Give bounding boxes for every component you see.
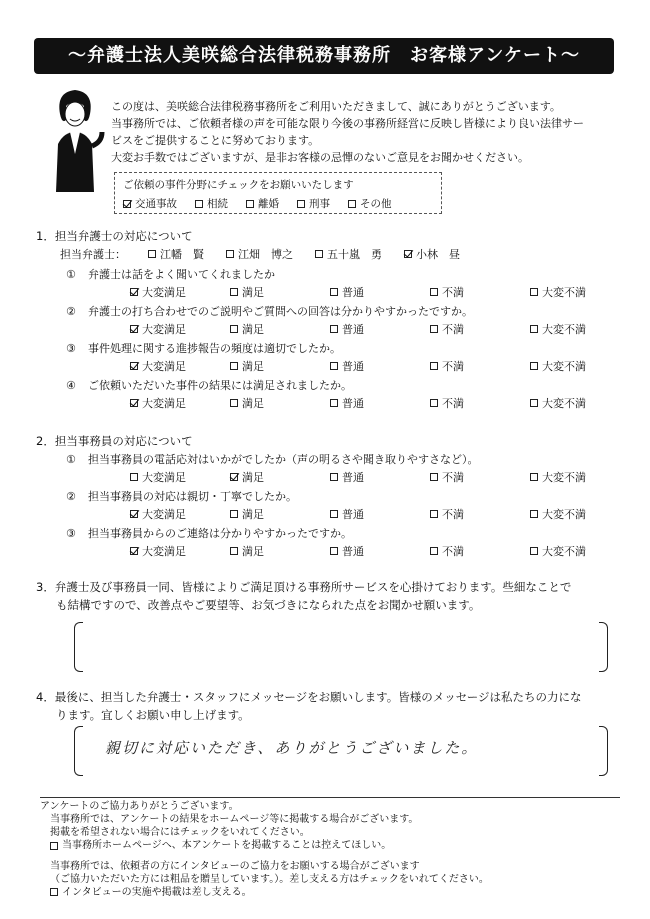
checkbox-icon[interactable] <box>430 288 438 296</box>
checkbox-icon[interactable] <box>230 510 238 518</box>
rating-option[interactable]: 不満 <box>430 395 530 411</box>
checkbox-icon[interactable] <box>130 510 138 518</box>
rating-option[interactable]: 普通 <box>330 321 430 337</box>
case-type-heading: ご依頼の事件分野にチェックをお願いいたします <box>123 179 354 191</box>
lawyer-label: 担当弁護士： <box>60 248 126 261</box>
checkbox-icon[interactable] <box>230 399 238 407</box>
checkbox-icon[interactable] <box>330 547 338 555</box>
question: ③ 担当事務員からのご連絡は分かりやすかったですか。 <box>66 527 352 540</box>
checkbox-icon[interactable] <box>230 325 238 333</box>
lawyer-selector <box>60 246 460 262</box>
rating-row <box>130 358 630 374</box>
rating-option[interactable]: 不満 <box>430 543 530 559</box>
checkbox-icon[interactable] <box>430 473 438 481</box>
rating-option[interactable]: 大変不満 <box>530 469 630 485</box>
rating-option[interactable]: 大変満足 <box>130 321 230 337</box>
checkbox-icon[interactable] <box>226 250 234 258</box>
optout-interview-checkbox[interactable]: インタビューの実施や掲載は差し支える。 <box>50 886 252 899</box>
rating-option[interactable]: 普通 <box>330 469 430 485</box>
footer-notice: （ご協力いただいた方には粗品を贈呈しています。）。差し支える方はチェックをいれてください。 <box>50 873 489 885</box>
rating-option[interactable]: 大変満足 <box>130 358 230 374</box>
rating-row <box>130 506 630 522</box>
section4-line: 4．最後に、担当した弁護士・スタッフにメッセージをお願いします。皆様のメッセージは私たちの力にな <box>36 690 582 704</box>
checkbox-icon[interactable] <box>530 547 538 555</box>
checkbox-icon[interactable] <box>330 362 338 370</box>
checkbox-icon[interactable] <box>130 362 138 370</box>
checkbox-icon[interactable] <box>330 510 338 518</box>
rating-row <box>130 469 630 485</box>
question: ① 担当事務員の電話応対はいかがでしたか（声の明るさや聞き取りやすさなど）。 <box>66 453 479 466</box>
rating-option[interactable]: 大変不満 <box>530 321 630 337</box>
section3-prompt <box>36 578 626 614</box>
optout-web-checkbox[interactable]: 当事務所ホームページへ、本アンケートを掲載することは控えてほしい。 <box>50 839 391 852</box>
lawyer-option[interactable]: 江畑 博之 <box>226 246 293 262</box>
checkbox-icon[interactable] <box>430 547 438 555</box>
checkbox-icon[interactable] <box>430 399 438 407</box>
checkbox-icon[interactable] <box>530 510 538 518</box>
footer-notes <box>40 797 620 900</box>
rating-option[interactable]: 満足 <box>230 543 330 559</box>
checkbox-icon[interactable] <box>230 547 238 555</box>
checkbox-icon[interactable] <box>148 250 156 258</box>
rating-option[interactable]: 不満 <box>430 321 530 337</box>
rating-option[interactable]: 不満 <box>430 284 530 300</box>
case-option-other[interactable]: その他 <box>348 196 392 211</box>
section4-answer-text: 親切に対応いただき、ありがとうございました。 <box>105 739 479 757</box>
checkbox-icon[interactable] <box>130 473 138 481</box>
checkbox-icon[interactable] <box>50 842 58 850</box>
question: ① 弁護士は話をよく聞いてくれましたか <box>66 268 275 281</box>
checkbox-icon[interactable] <box>330 399 338 407</box>
intro-line: ビスをご提供することに努めております。 <box>111 134 320 147</box>
footer-notice: 当事務所では、依頼者の方にインタビューのご協力をお願いする場合がございます <box>50 860 420 872</box>
checkbox-icon[interactable] <box>315 250 323 258</box>
rating-option[interactable]: 大変不満 <box>530 395 630 411</box>
checkbox-icon[interactable] <box>50 888 58 896</box>
rating-option[interactable]: 大変満足 <box>130 506 230 522</box>
rating-option[interactable]: 大変不満 <box>530 506 630 522</box>
lawyer-option[interactable]: 小林 昼 <box>404 246 460 262</box>
checkbox-icon[interactable] <box>530 325 538 333</box>
rating-option[interactable]: 普通 <box>330 284 430 300</box>
checkbox-icon[interactable] <box>404 250 412 258</box>
checkbox-icon[interactable] <box>430 510 438 518</box>
rating-option[interactable]: 大変満足 <box>130 395 230 411</box>
question: ③ 事件処理に関する進捗報告の頻度は適切でしたか。 <box>66 342 341 355</box>
rating-row <box>130 284 630 300</box>
case-type-box <box>114 172 442 214</box>
section3-line: も結構ですので、改善点やご要望等、お気づきになられた点をお聞かせ願います。 <box>56 598 481 612</box>
rating-option[interactable]: 普通 <box>330 358 430 374</box>
checkbox-icon[interactable] <box>230 473 238 481</box>
staff-portrait-illustration <box>44 84 106 194</box>
rating-option[interactable]: 不満 <box>430 469 530 485</box>
checkbox-icon[interactable] <box>130 547 138 555</box>
checkbox-icon[interactable] <box>530 399 538 407</box>
question: ② 弁護士の打ち合わせでのご説明やご質問への回答は分かりやすかったですか。 <box>66 305 473 318</box>
checkbox-icon[interactable] <box>230 288 238 296</box>
rating-option[interactable]: 大変満足 <box>130 284 230 300</box>
rating-option[interactable]: 満足 <box>230 358 330 374</box>
section4-line: ります。宜しくお願い申し上げます。 <box>56 708 250 722</box>
case-option-criminal[interactable]: 刑事 <box>297 196 330 211</box>
case-option-inheritance[interactable]: 相続 <box>195 196 228 211</box>
rating-row <box>130 395 630 411</box>
rating-option[interactable]: 満足 <box>230 321 330 337</box>
question: ④ ご依頼いただいた事件の結果には満足されましたか。 <box>66 379 352 392</box>
lawyer-option[interactable]: 五十嵐 勇 <box>315 246 382 262</box>
footer-notice: 掲載を希望されない場合にはチェックをいれてください。 <box>50 827 310 838</box>
checkbox-icon[interactable] <box>297 200 305 208</box>
checkbox-icon[interactable] <box>530 362 538 370</box>
case-option-traffic[interactable]: 交通事故 <box>123 196 177 211</box>
section2-title: 2．担当事務員の対応について <box>36 434 193 448</box>
survey-title: ～弁護士法人美咲総合法律税務事務所 お客様アンケート～ <box>34 38 614 74</box>
section4-prompt <box>36 688 626 724</box>
rating-option[interactable]: 大変満足 <box>130 469 230 485</box>
intro-line: 当事務所では、ご依頼者様の声を可能な限り今後の事務所経営に反映し皆様により良い法律サー <box>111 117 584 130</box>
checkbox-icon[interactable] <box>130 399 138 407</box>
case-option-divorce[interactable]: 離婚 <box>246 196 279 211</box>
rating-row <box>130 321 630 337</box>
checkbox-icon[interactable] <box>123 200 131 208</box>
checkbox-icon[interactable] <box>130 325 138 333</box>
checkbox-icon[interactable] <box>130 288 138 296</box>
rating-option[interactable]: 大変満足 <box>130 543 230 559</box>
rating-option[interactable]: 大変不満 <box>530 358 630 374</box>
rating-option[interactable]: 満足 <box>230 284 330 300</box>
rating-option[interactable]: 満足 <box>230 395 330 411</box>
checkbox-icon[interactable] <box>330 473 338 481</box>
checkbox-icon[interactable] <box>430 362 438 370</box>
intro-line: 大変お手数ではございますが、是非お客様の忌憚のないご意見をお聞かせください。 <box>111 151 529 164</box>
checkbox-icon[interactable] <box>246 200 254 208</box>
rating-option[interactable]: 普通 <box>330 543 430 559</box>
rating-option[interactable]: 普通 <box>330 395 430 411</box>
section3-answer-field[interactable] <box>74 622 608 670</box>
rating-row <box>130 543 630 559</box>
rating-option[interactable]: 満足 <box>230 506 330 522</box>
rating-option[interactable]: 不満 <box>430 506 530 522</box>
checkbox-icon[interactable] <box>530 288 538 296</box>
footer-thanks: アンケートのご協力ありがとうございます。 <box>40 801 239 812</box>
question: ② 担当事務員の対応は親切・丁寧でしたか。 <box>66 490 297 503</box>
rating-option[interactable]: 満足 <box>230 469 330 485</box>
checkbox-icon[interactable] <box>330 288 338 296</box>
intro-text <box>111 98 616 166</box>
rating-option[interactable]: 不満 <box>430 358 530 374</box>
checkbox-icon[interactable] <box>230 362 238 370</box>
footer-notice: 当事務所では、アンケートの結果をホームページ等に掲載する場合がございます。 <box>50 814 419 825</box>
rating-option[interactable]: 大変不満 <box>530 284 630 300</box>
checkbox-icon[interactable] <box>430 325 438 333</box>
checkbox-icon[interactable] <box>530 473 538 481</box>
intro-line: この度は、美咲総合法律税務事務所をご利用いただきまして、誠にありがとうございます。 <box>111 100 561 113</box>
checkbox-icon[interactable] <box>330 325 338 333</box>
section3-line: 3．弁護士及び事務員一同、皆様によりご満足頂ける事務所サービスを心掛けております。些細なことで <box>36 580 572 594</box>
checkbox-icon[interactable] <box>195 200 203 208</box>
checkbox-icon[interactable] <box>348 200 356 208</box>
rating-option[interactable]: 大変不満 <box>530 543 630 559</box>
lawyer-option[interactable]: 江幡 賢 <box>148 246 204 262</box>
section1-title: 1．担当弁護士の対応について <box>36 229 193 243</box>
rating-option[interactable]: 普通 <box>330 506 430 522</box>
